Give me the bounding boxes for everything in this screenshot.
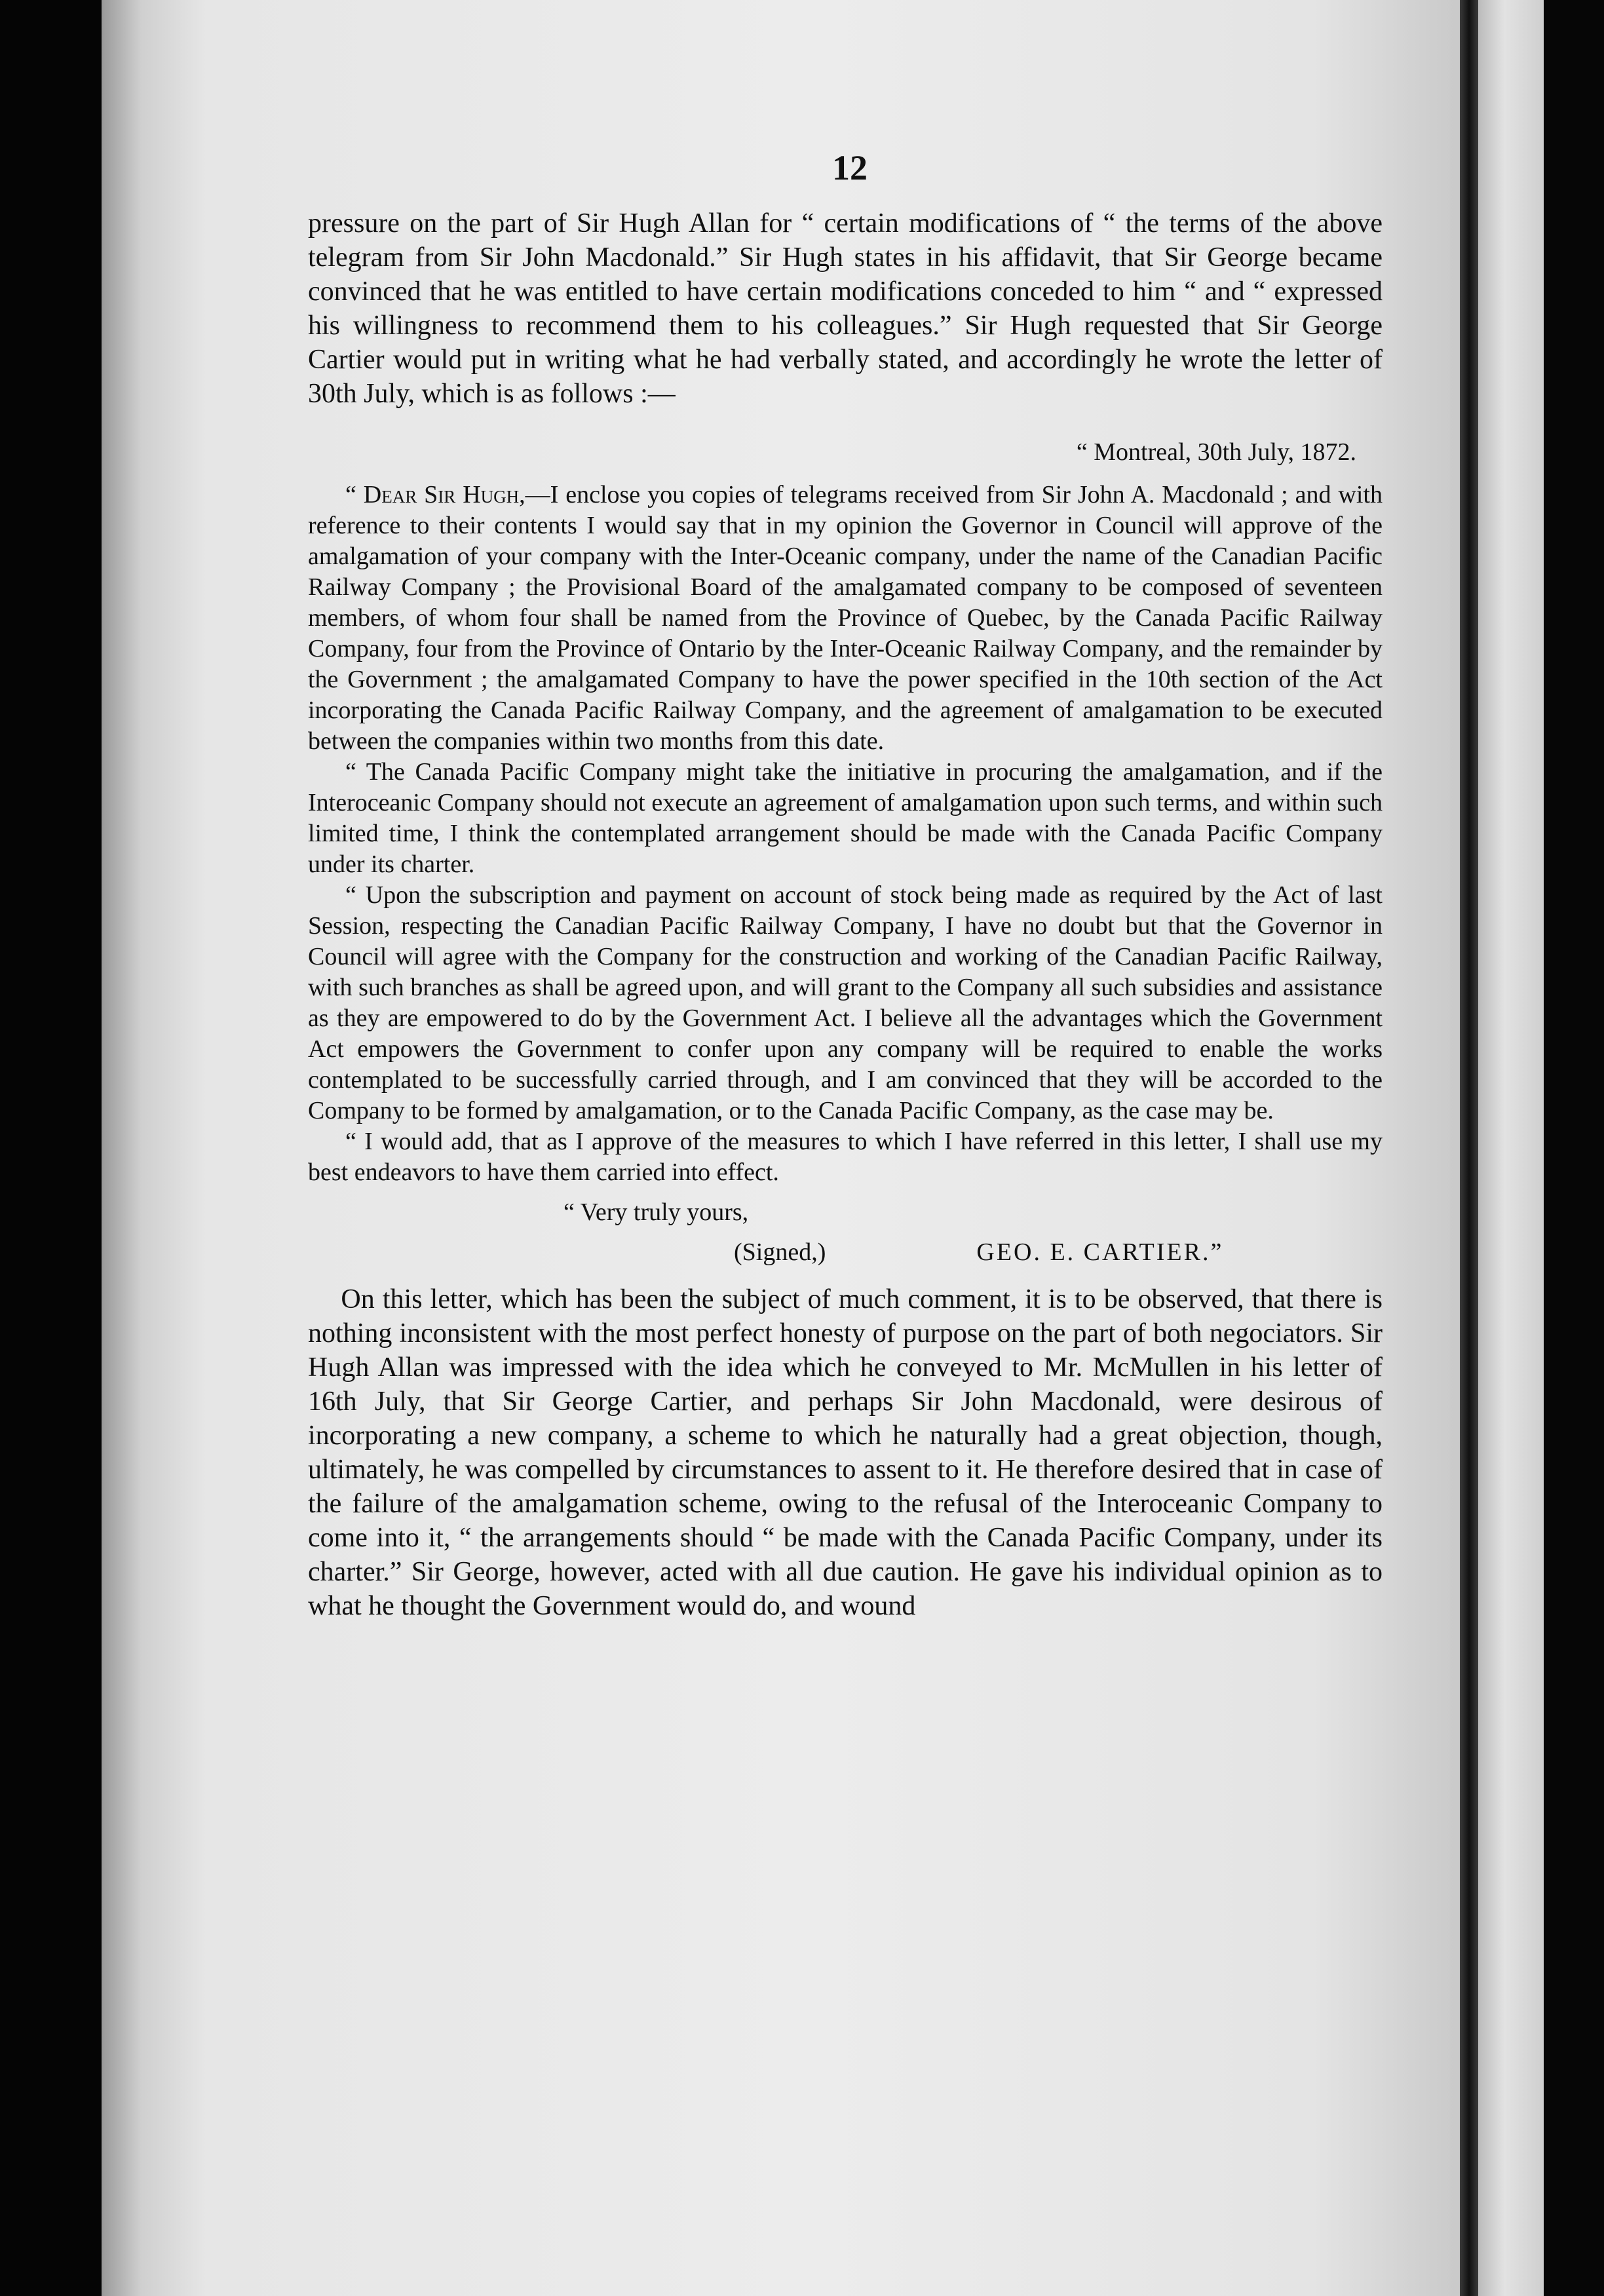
letter-salutation: “ Dear Sir Hugh, — [345, 481, 525, 508]
scan-border-right — [1544, 0, 1604, 2296]
signed-label: (Signed,) — [734, 1238, 826, 1266]
letter-paragraph-4: “ I would add, that as I approve of the measures to which I have referred in this letter, I shall use my best endeavors to have them carried into effect. — [308, 1128, 1383, 1186]
after-letter-paragraph: On this letter, which has been the subject of much comment, it is to be observed, that there is nothing inconsistent with the most perfect honesty of purpose on the part of both negociators. Sir Hugh Allan was impressed with the idea which he conveyed to Mr. McMullen in his letter of 16th July, that Sir George Cartier, and perhaps Sir John Macdonald, were desirous of incorporating a new company, a scheme to which he naturally had a great objection, though, ultimately, he was compelled by circumstances to assent to it. He therefore desired that in case of the failure of the amalgamation scheme, owing to the refusal of the Interoceanic Company to come into it, “ the arrangements should “ be made with the Canada Pacific Company, under its charter.” Sir George, however, acted with all due caution. He gave his individual opinion as to what he thought the Government would do, and wound — [308, 1284, 1383, 1621]
page-number: 12 — [832, 148, 868, 187]
letter-paragraph-2: “ The Canada Pacific Company might take the initiative in procuring the amalgamation, and if the Interoceanic Company should not execute an agreement of amalgamation upon such terms, and within such limited time, I think the contemplated arrangement should be made with the Canada Pacific Company under its charter. — [308, 758, 1383, 878]
letter-dateline: “ Montreal, 30th July, 1872. — [1076, 438, 1356, 466]
page-body — [308, 206, 1383, 1623]
letter-paragraph-1 — [308, 480, 1383, 757]
letter-paragraph-3: “ Upon the subscription and payment on account of stock being made as required by the Act of last Session, respecting the Canadian Pacific Railway Company, I have no doubt but that the Governor in Council will agree with the Company for the construction and working of the Canadian Pacific Railway, with such branches as shall be agreed upon, and will grant to the Company all such subsidies and assistance as they are empowered to do by the Government Act. I believe all the advantages which the Government Act empowers the Government to confer upon any company will be required to enable the works contemplated to be successfully carried through, and I am convinced that they will be accorded to the Company to be formed by amalgamation, or to the Canada Pacific Company, as the case may be. — [308, 881, 1383, 1124]
letter-closing: “ Very truly yours, — [563, 1198, 749, 1226]
letter-body — [308, 480, 1383, 1268]
scan-border-left — [0, 0, 102, 2296]
book-gutter — [1460, 0, 1478, 2296]
next-page-edge — [1478, 0, 1544, 2296]
intro-paragraph: pressure on the part of Sir Hugh Allan for “ certain modifications of “ the terms of the above telegram from Sir John Macdonald.” Sir Hugh states in his affidavit, that Sir George became convinced that he was entitled to have certain modifications conceded to him “ and “ expressed his willingness to recommend them to his colleagues.” Sir Hugh requested that Sir George Cartier would put in writing what he had verbally stated, and accordingly he wrote the letter of 30th July, which is as follows :— — [308, 208, 1383, 409]
signature-line — [308, 1237, 1383, 1268]
signature: GEO. E. CARTIER.” — [976, 1238, 1224, 1266]
letter-paragraph-1-text: —I enclose you copies of telegrams received from Sir John A. Macdonald ; and with reference to their contents I would say that in my opinion the Governor in Council will approve of the amalgamation of your company with the Inter-Oceanic company, under the name of the Canadian Pacific Railway Company ; the Provisional Board of the amalgamated company to be composed of seventeen members, of whom four shall be named from the Province of Quebec, by the Canada Pacific Railway Company, four from the Province of Ontario by the Inter-Oceanic Railway Company, and the remainder by the Government ; the amalgamated Company to have the power specified in the 10th section of the Act incorporating the Canada Pacific Railway Company, and the agreement of amalgamation to be executed between the companies within two months from this date. — [308, 481, 1383, 755]
